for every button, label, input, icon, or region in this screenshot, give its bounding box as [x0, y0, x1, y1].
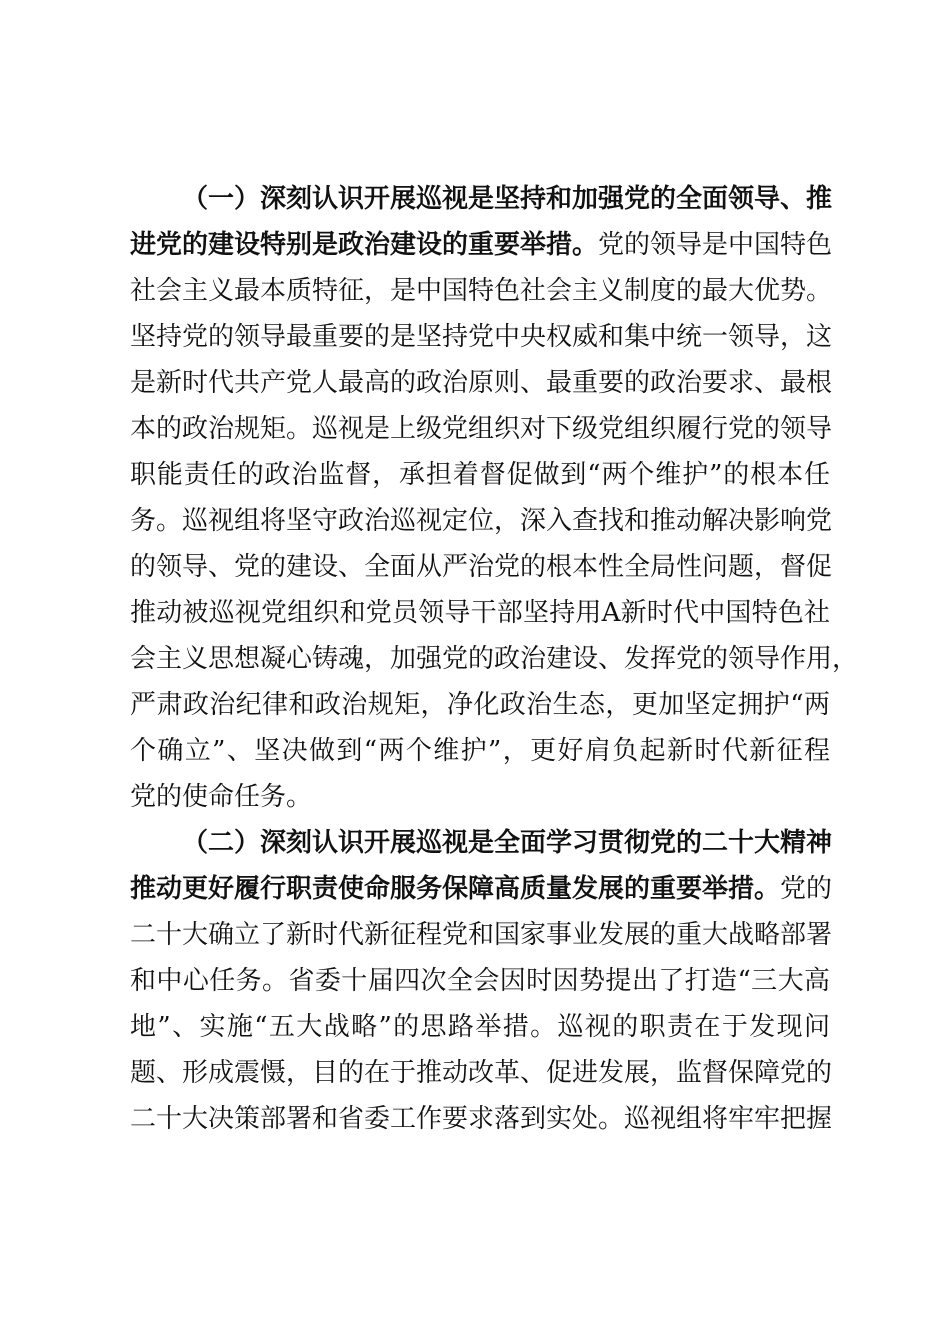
document-body — [130, 176, 859, 1142]
paragraph-2 — [130, 820, 833, 1142]
text-line — [130, 544, 833, 590]
text-line — [130, 590, 830, 636]
body-text: 个确立”、坚决做到“两个维护”，更好肩负起新时代新征程 — [130, 736, 830, 766]
body-text: 坚持党的领导最重要的是坚持党中央权威和集中统一领导，这 — [130, 322, 833, 352]
body-text: 二十大确立了新时代新征程党和国家事业发展的重大战略部署 — [130, 920, 833, 950]
body-text: 党的使命任务。 — [130, 782, 313, 812]
text-line — [130, 360, 833, 406]
text-line — [130, 498, 833, 544]
text-line — [130, 222, 833, 268]
text-line — [130, 912, 833, 958]
text-line — [130, 1096, 833, 1142]
heading-text: 推动更好履行职责使命服务保障高质量发展的重要举措。 — [130, 874, 781, 904]
body-text: 社会主义最本质特征，是中国特色社会主义制度的最大优势。 — [130, 276, 833, 306]
text-line — [130, 774, 830, 820]
body-text: 职能责任的政治监督，承担着督促做到“两个维护”的根本任 — [130, 460, 830, 490]
body-text: 严肃政治纪律和政治规矩，净化政治生态，更加坚定拥护“两 — [130, 690, 830, 720]
body-text: 推动被巡视党组织和党员领导干部坚持用A新时代中国特色社 — [130, 598, 830, 628]
body-text: 会主义思想凝心铸魂，加强党的政治建设、发挥党的领导作用， — [130, 644, 859, 674]
body-text: 是新时代共产党人最高的政治原则、最重要的政治要求、最根 — [130, 368, 833, 398]
text-line — [130, 1050, 833, 1096]
body-text: 的领导、党的建设、全面从严治党的根本性全局性问题，督促 — [130, 552, 833, 582]
body-text: 党的 — [780, 874, 833, 904]
text-line — [130, 406, 833, 452]
text-line — [130, 452, 830, 498]
heading-text: （一）深刻认识开展巡视是坚持和加强党的全面领导、推 — [182, 184, 833, 214]
paragraph-1 — [130, 176, 859, 820]
body-text: 题、形成震慑，目的在于推动改革、促进发展，监督保障党的 — [130, 1058, 833, 1088]
text-line — [130, 866, 833, 912]
text-line — [130, 728, 830, 774]
text-line — [130, 176, 833, 222]
body-text: 地”、实施“五大战略”的思路举措。巡视的职责在于发现问 — [130, 1012, 830, 1042]
text-line — [130, 268, 833, 314]
body-text: 党的领导是中国特色 — [598, 230, 833, 260]
body-text: 务。巡视组将坚守政治巡视定位，深入查找和推动解决影响党 — [130, 506, 833, 536]
text-line — [130, 314, 833, 360]
heading-text: （二）深刻认识开展巡视是全面学习贯彻党的二十大精神 — [182, 828, 833, 858]
text-line — [130, 636, 859, 682]
text-line — [130, 682, 830, 728]
text-line — [130, 1004, 830, 1050]
text-line — [130, 820, 833, 866]
body-text: 二十大决策部署和省委工作要求落到实处。巡视组将牢牢把握 — [130, 1104, 833, 1134]
heading-text: 进党的建设特别是政治建设的重要举措。 — [130, 230, 599, 260]
body-text: 本的政治规矩。巡视是上级党组织对下级党组织履行党的领导 — [130, 414, 833, 444]
text-line — [130, 958, 830, 1004]
body-text: 和中心任务。省委十届四次全会因时因势提出了打造“三大高 — [130, 966, 830, 996]
